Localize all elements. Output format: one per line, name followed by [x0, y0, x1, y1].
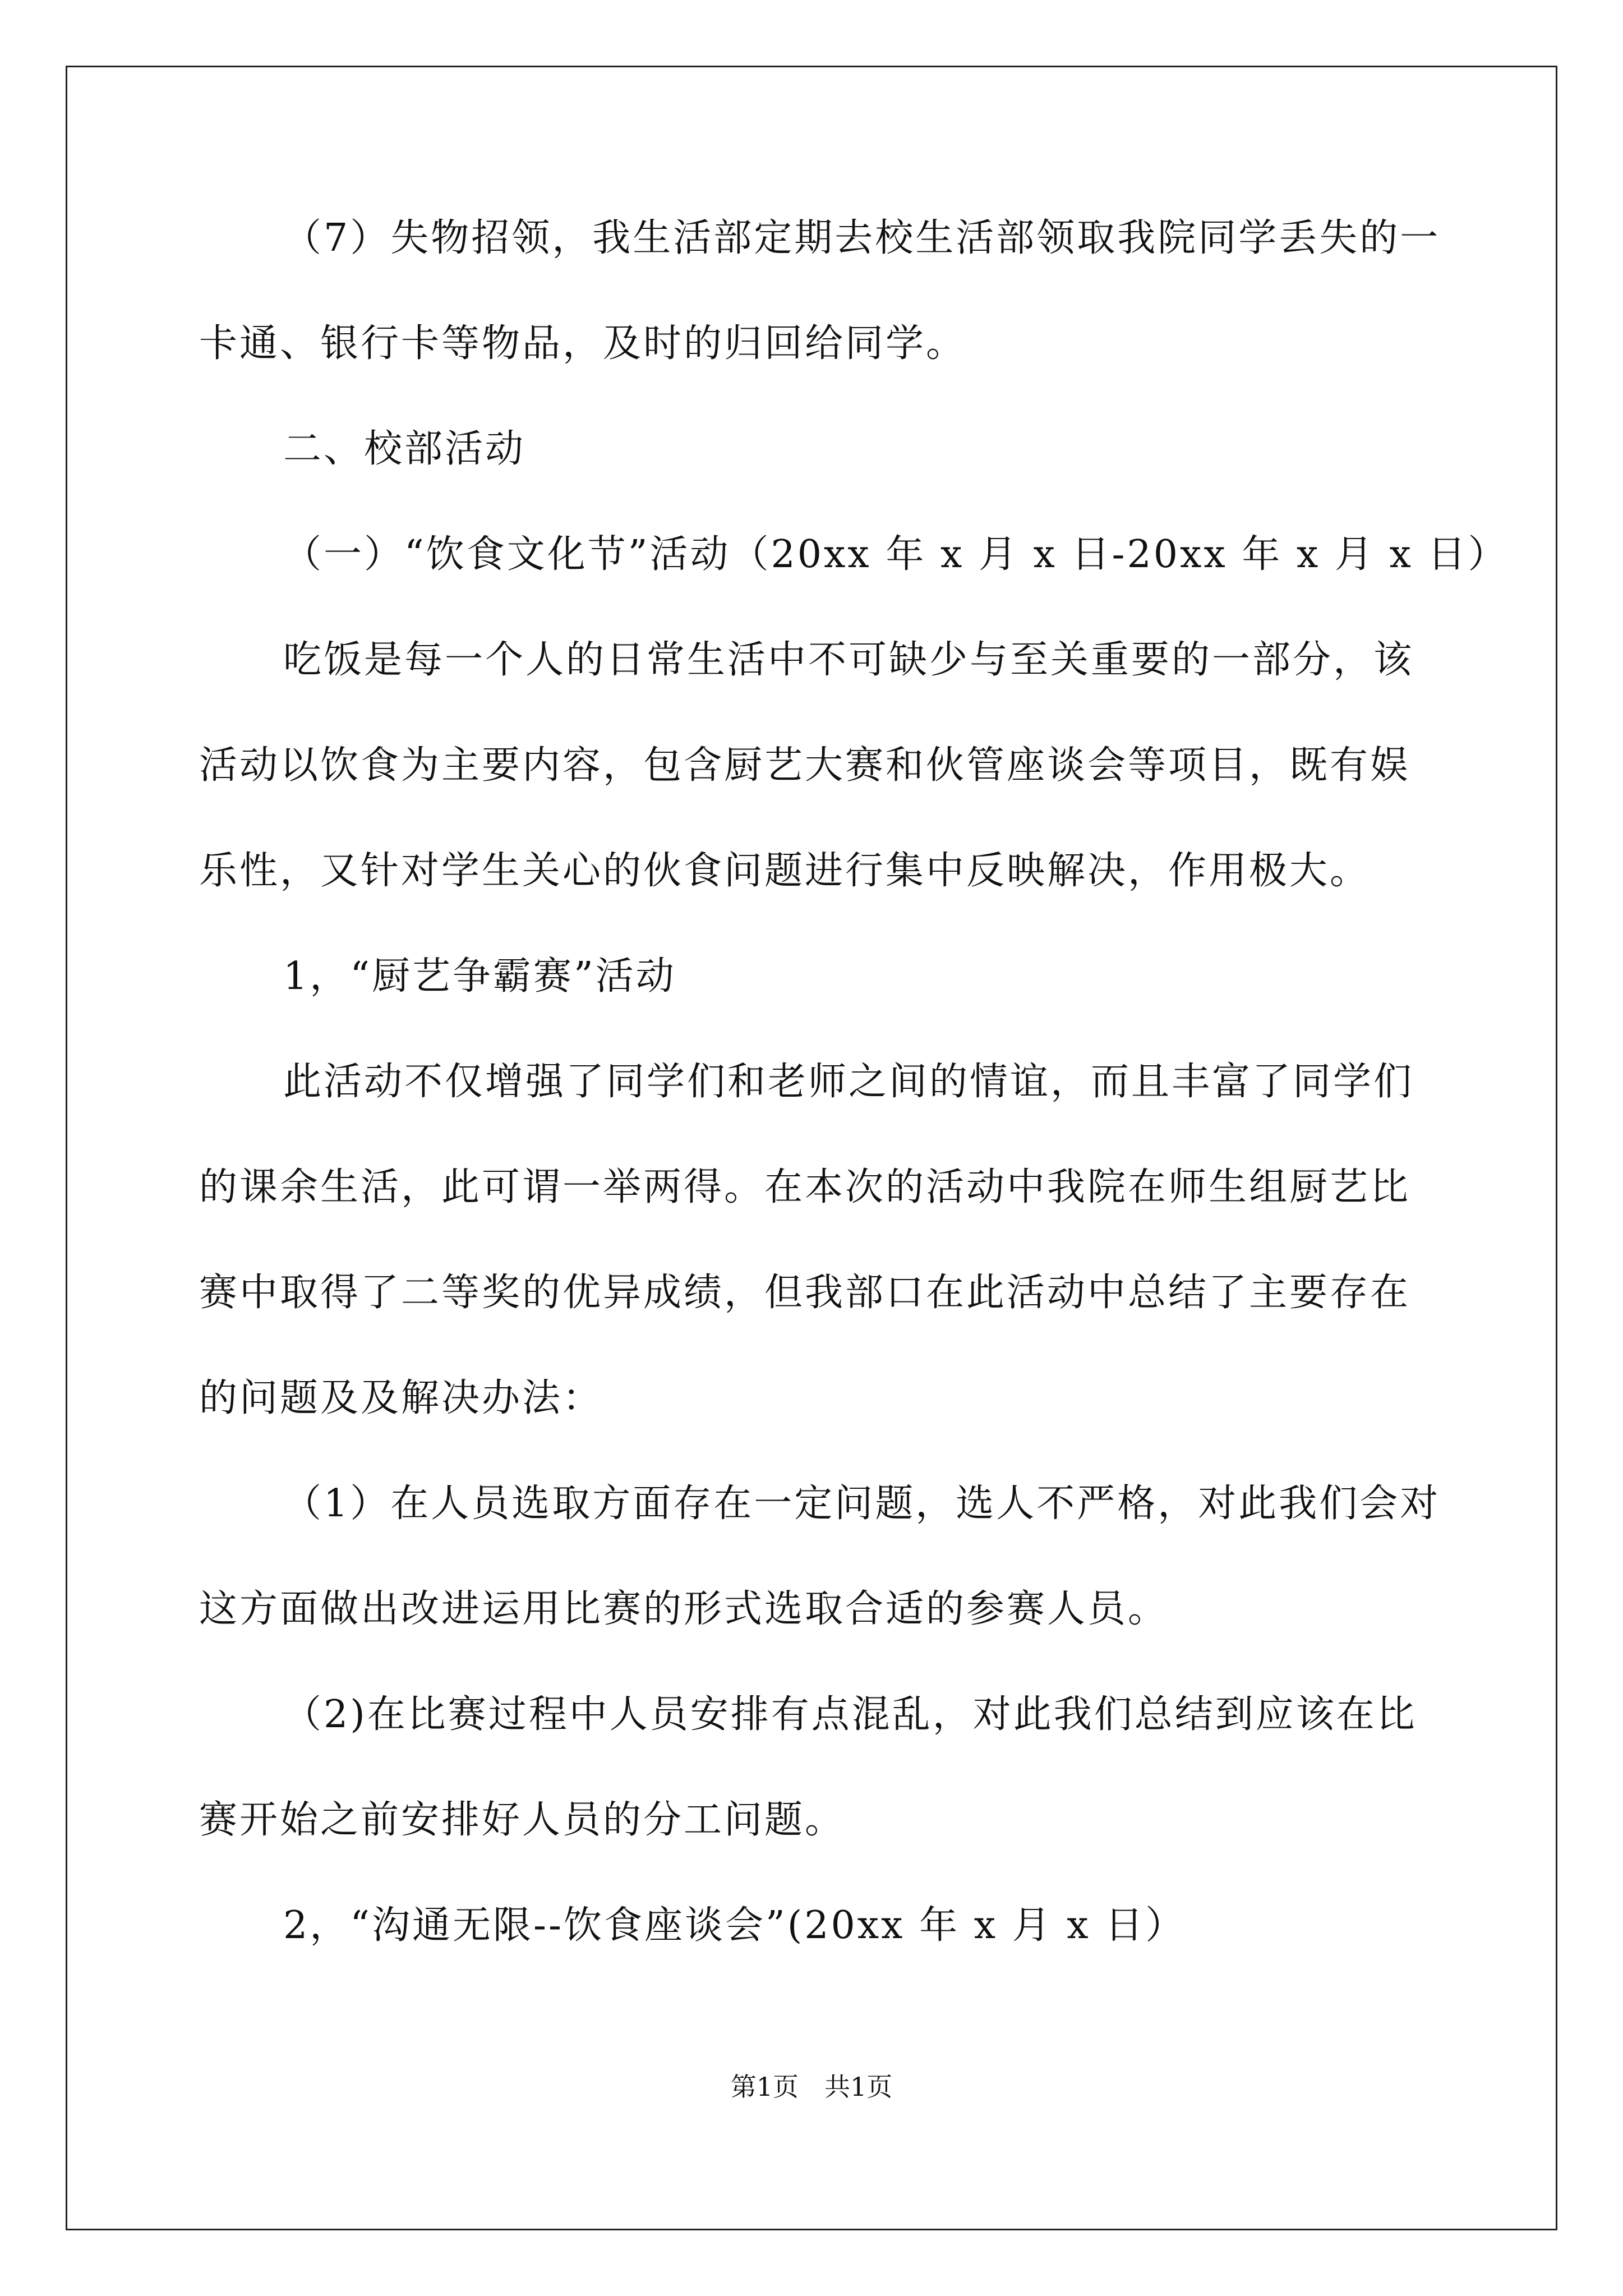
item-heading: 2，“沟通无限--饮食座谈会”(20xx 年 x 月 x 日）: [283, 1903, 1186, 1948]
paragraph-line: 卡通、银行卡等物品，及时的归回给同学。: [199, 321, 967, 366]
paragraph-line: 乐性，又针对学生关心的伙食问题进行集中反映解决，作用极大。: [199, 849, 1371, 893]
paragraph-line: 活动以饮食为主要内容，包含厨艺大赛和伙管座谈会等项目，既有娱: [199, 743, 1411, 788]
paragraph-line: 的课余生活，此可谓一举两得。在本次的活动中我院在师生组厨艺比: [199, 1165, 1411, 1209]
paragraph-line: 此活动不仅增强了同学们和老师之间的情谊，而且丰富了同学们: [283, 1060, 1414, 1104]
paragraph-line: 这方面做出改进运用比赛的形式选取合适的参赛人员。: [199, 1587, 1169, 1631]
paragraph-line: 吃饭是每一个人的日常生活中不可缺少与至关重要的一部分，该: [283, 638, 1414, 682]
paragraph-line: 的问题及及解决办法：: [199, 1376, 603, 1420]
list-item: （2)在比赛过程中人员安排有点混乱，对此我们总结到应该在比: [283, 1692, 1417, 1737]
section-heading: 二、校部活动: [283, 427, 526, 471]
paragraph-line: （7）失物招领，我生活部定期去校生活部领取我院同学丢失的一: [283, 216, 1441, 260]
list-item: （1）在人员选取方面存在一定问题，选人不严格，对此我们会对: [283, 1481, 1441, 1526]
paragraph-line: 赛开始之前安排好人员的分工问题。: [199, 1798, 846, 1842]
paragraph-line: 赛中取得了二等奖的优异成绩，但我部口在此活动中总结了主要存在: [199, 1271, 1411, 1315]
item-heading: 1，“厨艺争霸赛”活动: [283, 954, 676, 999]
subsection-heading: （一）“饮食文化节”活动（20xx 年 x 月 x 日-20xx 年 x 月 x 日）: [283, 532, 1509, 577]
page-footer: 第1页 共1页: [730, 2072, 893, 2102]
